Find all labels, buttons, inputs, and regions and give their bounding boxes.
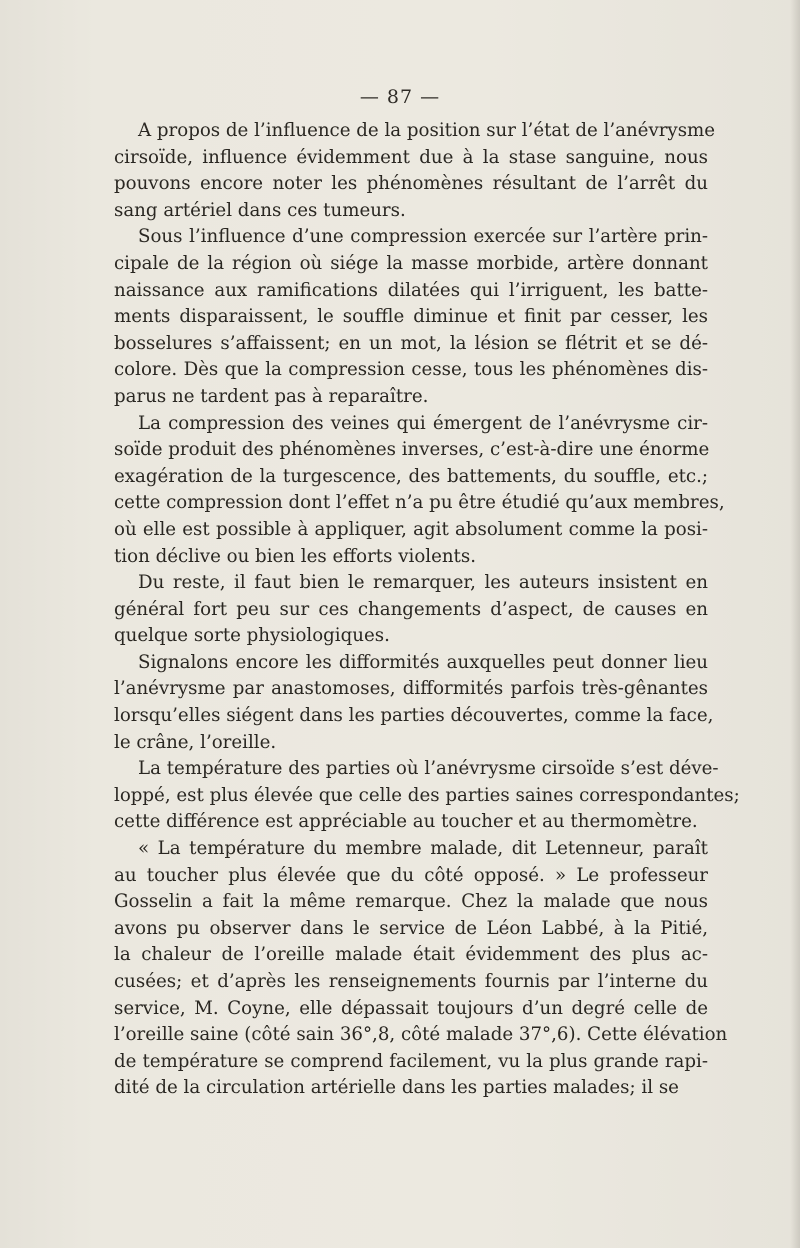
text-line: de température se comprend facilement, vu la plus grande rapi-	[114, 1050, 708, 1072]
text-line: cirsoïde, influence évidemment due à la stase sanguine, nous	[114, 146, 708, 168]
text-line: soïde produit des phénomènes inverses, c’est-à-dire une énorme	[114, 439, 710, 461]
text-line: dité de la circulation artérielle dans les parties malades; il se	[114, 1077, 679, 1099]
text-line: Du reste, il faut bien le remarquer, les auteurs insistent en	[138, 572, 708, 594]
text-line: La température des parties où l’anévrysme cirsoïde s’est déve-	[138, 758, 719, 780]
text-line: l’anévrysme par anastomoses, difformités parfois très-gênantes	[114, 678, 708, 700]
text-line: général fort peu sur ces changements d’aspect, de causes en	[114, 598, 708, 620]
text-line: sang artériel dans ces tumeurs.	[114, 199, 406, 221]
text-line: Signalons encore les difformités auxquelles peut donner lieu	[138, 651, 708, 673]
text-line: cette différence est appréciable au toucher et au thermomètre.	[114, 811, 698, 833]
text-line: la chaleur de l’oreille malade était évidemment des plus ac-	[114, 944, 708, 966]
text-line: cipale de la région où siége la masse morbide, artère donnant	[114, 252, 708, 274]
text-line: lorsqu’elles siégent dans les parties découvertes, comme la face,	[114, 705, 714, 727]
text-line: Sous l’influence d’une compression exercée sur l’artère prin-	[138, 226, 708, 248]
text-line: colore. Dès que la compression cesse, tous les phénomènes dis-	[114, 359, 708, 381]
text-line: au toucher plus élevée que du côté opposé. » Le professeur	[114, 864, 708, 886]
text-line: pouvons encore noter les phénomènes résultant de l’arrêt du	[114, 173, 708, 195]
text-line: loppé, est plus élevée que celle des parties saines correspondantes;	[114, 784, 740, 806]
text-line: cusées; et d’après les renseignements fournis par l’interne du	[114, 971, 708, 992]
text-line: A propos de l’influence de la position sur l’état de l’anévrysme	[138, 120, 716, 141]
text-line: naissance aux ramifications dilatées qui l’irriguent, les batte-	[114, 279, 708, 301]
text-line: « La température du membre malade, dit Letenneur, paraît	[138, 838, 708, 860]
page-number: — 87 —	[359, 86, 441, 108]
text-line: cette compression dont l’effet n’a pu être étudié qu’aux membres,	[114, 492, 725, 514]
text-line: avons pu observer dans le service de Léon Labbé, à la Pitié,	[114, 917, 708, 939]
text-line: parus ne tardent pas à reparaître.	[114, 385, 429, 407]
text-line: bosselures s’affaissent; en un mot, la lésion se flétrit et se dé-	[114, 332, 708, 354]
text-line: Gosselin a fait la même remarque. Chez la malade que nous	[114, 891, 708, 913]
body-text	[114, 118, 740, 1102]
text-line: le crâne, l’oreille.	[114, 731, 277, 753]
text-line: tion déclive ou bien les efforts violents.	[114, 545, 476, 567]
page-edge-shadow	[790, 0, 800, 1248]
text-line: service, M. Coyne, elle dépassait toujours d’un degré celle de	[114, 997, 708, 1019]
text-line: l’oreille saine (côté sain 36°,8, côté malade 37°,6). Cette élévation	[114, 1024, 728, 1046]
text-line: exagération de la turgescence, des battements, du souffle, etc.;	[114, 465, 708, 487]
text-line: ments disparaissent, le souffle diminue et finit par cesser, les	[114, 306, 708, 328]
text-line: La compression des veines qui émergent de l’anévrysme cir-	[138, 412, 708, 434]
text-line: où elle est possible à appliquer, agit absolument comme la posi-	[114, 518, 708, 540]
text-line: quelque sorte physiologiques.	[114, 625, 390, 647]
